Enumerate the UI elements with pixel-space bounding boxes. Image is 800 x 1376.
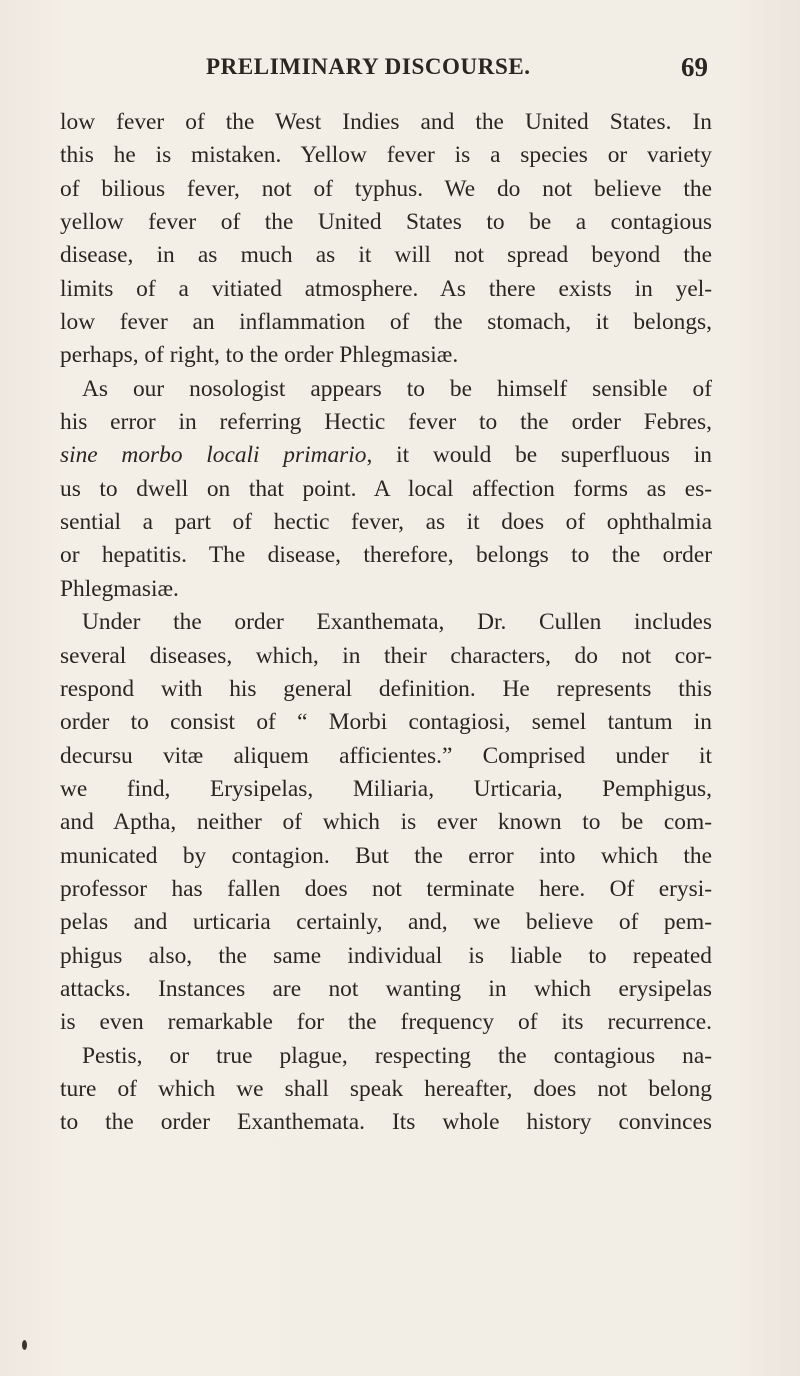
text-line-25: pelas and urticaria certainly, and, we believe of pem- <box>60 909 712 936</box>
text-line-27: attacks. Instances are not wanting in which erysipelas <box>60 975 712 1002</box>
text-line-15: Phlegmasiæ. <box>60 575 179 602</box>
text-line-8: perhaps, of right, to the order Phlegmasiæ. <box>60 342 459 369</box>
text-line-20: decursu vitæ aliquem afficientes.” Comprised under it <box>60 742 712 769</box>
text-line-5: disease, in as much as it will not spread beyond the <box>60 242 712 269</box>
text-line-9: As our nosologist appears to be himself sensible of <box>82 375 712 402</box>
text-line-23: municated by contagion. But the error into which the <box>60 842 712 869</box>
text-line-10: his error in referring Hectic fever to the order Febres, <box>60 409 712 436</box>
body-text <box>60 106 712 1140</box>
page-number: 69 <box>681 52 708 82</box>
text-line-19: order to consist of “ Morbi contagiosi, semel tantum in <box>60 709 712 736</box>
text-line-17: several diseases, which, in their characters, do not cor- <box>60 642 712 669</box>
text-line-21: we find, Erysipelas, Miliaria, Urticaria, Pemphigus, <box>60 775 712 802</box>
text-line-1: low fever of the West Indies and the United States. In <box>60 109 712 135</box>
text-line-2: this he is mistaken. Yellow fever is a species or variety <box>60 142 712 169</box>
text-line-30: ture of which we shall speak hereafter, does not belong <box>60 1075 712 1102</box>
text-line-12: us to dwell on that point. A local affection forms as es- <box>60 475 712 502</box>
italic-phrase: sine morbo locali primario <box>60 442 367 469</box>
ink-speck <box>22 1340 27 1350</box>
text-line-11 <box>60 439 712 472</box>
text-line-26: phigus also, the same individual is liable to repeated <box>60 942 712 969</box>
text-line-3: of bilious fever, not of typhus. We do not believe the <box>60 175 712 202</box>
running-head: PRELIMINARY DISCOURSE. <box>206 54 531 79</box>
text-line-7: low fever an inflammation of the stomach, it belongs, <box>60 309 712 336</box>
text-line-28: is even remarkable for the frequency of its recurrence. <box>60 1009 712 1036</box>
text-line-24: professor has fallen does not terminate here. Of erysi- <box>60 875 712 902</box>
text-line-22: and Aptha, neither of which is ever known to be com- <box>60 809 712 836</box>
text-line-29: Pestis, or true plague, respecting the contagious na- <box>82 1042 712 1069</box>
text-line-31: to the order Exanthemata. Its whole history convinces <box>60 1109 712 1136</box>
page-header <box>58 54 708 90</box>
text-line-14: or hepatitis. The disease, therefore, belongs to the order <box>60 542 712 569</box>
text-line-18: respond with his general definition. He represents this <box>60 675 712 702</box>
text-line-4: yellow fever of the United States to be a contagious <box>60 209 712 236</box>
text-line-6: limits of a vitiated atmosphere. As there exists in yel- <box>60 275 712 302</box>
italic-line-rest: , it would be superfluous in <box>366 442 712 469</box>
text-line-16: Under the order Exanthemata, Dr. Cullen includes <box>82 609 712 636</box>
text-line-13: sential a part of hectic fever, as it does of ophthalmia <box>60 509 712 536</box>
